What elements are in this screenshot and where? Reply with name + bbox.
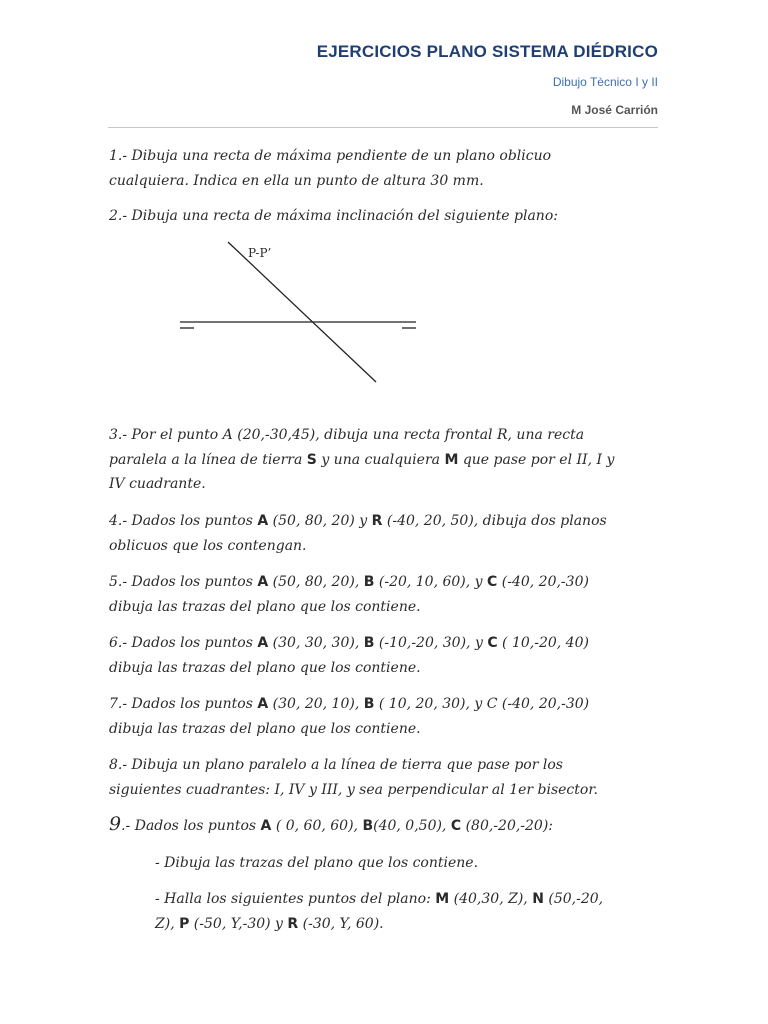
point-label-a: A (257, 635, 269, 651)
text-run: 4.- Dados los puntos (109, 513, 258, 529)
document-title: EJERCICIOS PLANO SISTEMA DIÉDRICO (316, 42, 658, 61)
point-label-r: R (371, 513, 383, 529)
text-run: (-20, 10, 60), y (374, 574, 488, 590)
exercise-9-line-1 (109, 812, 669, 839)
text-run: (30, 30, 30), (268, 635, 364, 651)
text-run: (-50, Y,-30) y (189, 915, 288, 932)
text-run: (50, 80, 20) y (268, 513, 372, 529)
exercise-1-line-1: 1.- Dibuja una recta de máxima pendiente de un plano oblicuo (109, 148, 552, 164)
exercise-7-line-1 (109, 692, 669, 717)
point-label-b: B (362, 818, 374, 834)
exercise-6-line-1 (109, 631, 669, 656)
exercise-9-number: 9 (109, 813, 122, 835)
exercise-9-sub-2 (109, 887, 669, 912)
text-run: que pase por el II, I y (458, 451, 615, 468)
text-run: (30, 20, 10), (268, 696, 364, 712)
point-label-a: A (257, 696, 269, 712)
point-label-a: A (260, 818, 272, 834)
text-run: (80,-20,-20): (461, 818, 554, 834)
exercise-6-line-2: dibuja las trazas del plano que los contiene. (109, 659, 421, 676)
plane-label: P-P’ (248, 246, 272, 260)
point-label-b: B (363, 696, 375, 712)
text-run: ( 0, 60, 60), (271, 818, 363, 834)
text-run: (-40, 20, 50), dibuja dos planos (382, 513, 607, 529)
exercise-3-line-2 (109, 448, 669, 473)
point-label-a: A (257, 513, 269, 529)
exercise-7-line-2: dibuja las trazas del plano que los contiene. (109, 720, 421, 737)
text-run: paralela a la línea de tierra (109, 451, 307, 468)
point-label-m: M (435, 891, 450, 907)
text-run: (40, 0,50), (373, 818, 451, 834)
text-run: (-10,-20, 30), y (374, 635, 488, 651)
text-run: ( 10, 20, 30), y C (-40, 20,-30) (374, 696, 590, 712)
exercise-3-line-1: 3.- Por el punto A (20,-30,45), dibuja una recta frontal R, una recta (109, 427, 585, 443)
document-subtitle: Dibujo Tècnico I y II (552, 75, 658, 89)
point-label-p: P (179, 915, 190, 932)
page-header (317, 40, 658, 118)
exercise-9 (109, 812, 669, 936)
exercise-6 (109, 631, 669, 680)
point-label-n: N (532, 891, 544, 907)
exercise-1-line-2: cualquiera. Indica en ella un punto de altura 30 mm. (109, 172, 484, 189)
exercise-8 (109, 753, 669, 802)
text-run: Z), (155, 915, 180, 932)
point-label-s: S (306, 451, 317, 468)
exercise-5-line-2: dibuja las trazas del plano que los contiene. (109, 598, 421, 615)
exercise-7 (109, 692, 669, 741)
exercise-9-sub-3 (109, 912, 669, 937)
plane-diagram (170, 236, 430, 386)
header-divider (108, 127, 658, 128)
text-run: - Halla los siguientes puntos del plano: (155, 891, 436, 907)
exercise-5 (109, 570, 669, 619)
point-label-b: B (363, 574, 375, 590)
text-run: .- Dados los puntos (121, 818, 261, 834)
exercise-8-line-2: siguientes cuadrantes: I, IV y III, y sea perpendicular al 1er bisector. (109, 781, 598, 798)
text-run: 6.- Dados los puntos (109, 635, 258, 651)
exercise-3 (109, 423, 669, 497)
point-label-c: C (487, 574, 498, 590)
exercise-3-line-3: IV cuadrante. (109, 476, 206, 492)
point-label-b: B (363, 635, 375, 651)
text-run: 7.- Dados los puntos (109, 696, 258, 712)
text-run: (40,30, Z), (449, 891, 533, 907)
point-label-c: C (450, 818, 462, 834)
document-author: M José Carrión (571, 103, 658, 117)
plane-trace-line (228, 242, 376, 382)
exercise-5-line-1 (109, 570, 669, 595)
point-label-r: R (287, 915, 299, 932)
text-run: (-30, Y, 60). (298, 915, 384, 932)
exercise-4-line-1 (109, 509, 669, 534)
text-run: 5.- Dados los puntos (109, 574, 258, 590)
text-run: (50,-20, (543, 891, 604, 907)
point-label-m: M (444, 451, 459, 468)
text-run: (-40, 20,-30) (497, 574, 589, 590)
point-label-a: A (257, 574, 269, 590)
text-run: (50, 80, 20), (268, 574, 364, 590)
exercise-4-line-2: oblicuos que los contengan. (109, 537, 307, 554)
point-label-c: C (487, 635, 498, 651)
text-run: y una cualquiera (316, 451, 445, 468)
exercise-9-sub-1: - Dibuja las trazas del plano que los contiene. (155, 854, 479, 871)
text-run: ( 10,-20, 40) (497, 635, 589, 651)
exercise-2-line-1: 2.- Dibuja una recta de máxima inclinación del siguiente plano: (109, 208, 558, 224)
exercise-1 (109, 144, 669, 193)
exercise-4 (109, 509, 669, 558)
exercise-2 (109, 204, 669, 229)
exercise-8-line-1: 8.- Dibuja un plano paralelo a la línea de tierra que pase por los (109, 757, 563, 773)
